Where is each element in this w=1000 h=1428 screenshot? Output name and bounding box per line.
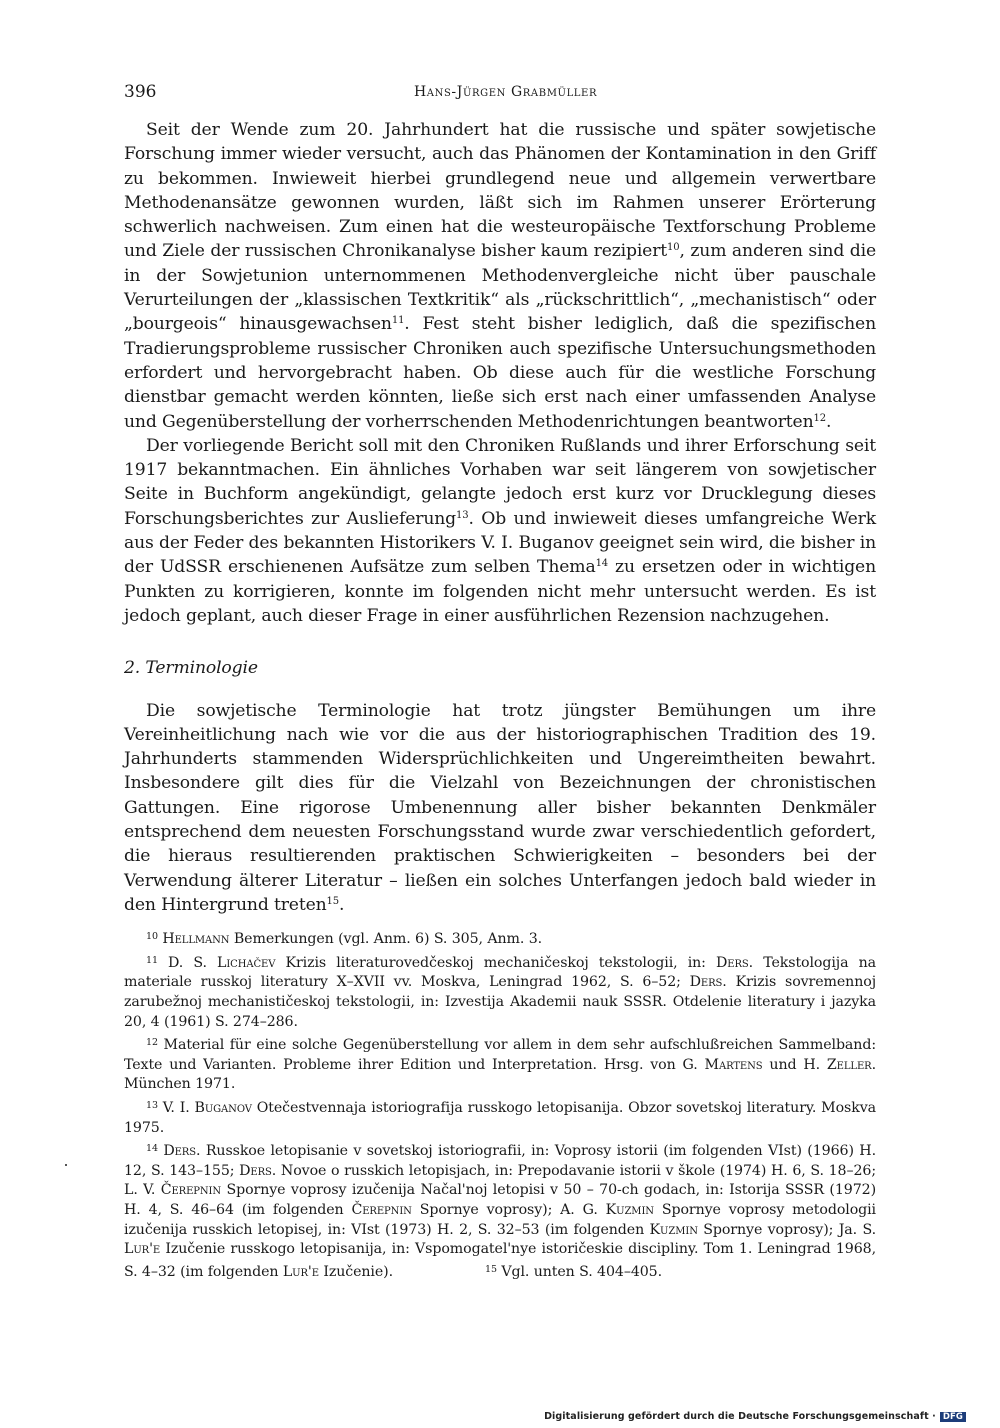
footnote-15: $^{15}$ Vgl. unten S. 404–405. [485,1263,663,1280]
footnote-10: $^{10}$ Hellmann Bemerkungen (vgl. Anm. 6) S. 305, Anm. 3. [146,931,543,948]
footnote-14: $^{14}$ Ders. Russkoe letopisanie v sovetskoj istoriografii, in: Voprosy istorii (im folgenden VIst) (1966) H. 12, S. 143–155; Ders. Novoe o russkich letopisjach, in: Prepodavanie istorii v škole (1974) H. 6, S. 18–26; L. V. Čerepnin Spornye voprosy izučenija Načal'noj letopisi v 50 – 70-ch godach, in: Istorija SSSR (1972) H. 4, S. 46–64 (im folgenden Čerepnin Spornye voprosy); A. G. Kuzmin Spornye voprosy metodologii izučenija russkich letopisej, in: VIst (1973) H. 2, S. 32–53 (im folgenden Kuzmin Spornye voprosy); Ja. S. Lur'e Izučenie russkogo letopisanija, in: Vspomogatel'nye istoričeskie discipliny. Tom 1. Leningrad 1968, S. 4–32 (im folgenden Lur'e Izučenie). $^{15}$ Vgl. unten S. 404–405. [124,1139,876,1282]
footnote-11: $^{11}$ D. S. Lichačev Krizis literaturovedčeskoj mechaničeskoj tekstologii, in: Ders. Tekstologija na materiale russkoj literatury X–XVII vv. Moskva, Leningrad 1962, S. 6–52; Ders. Krizis sovremennoj zarubežnoj mechanističeskoj tekstologii, in: Izvestija Akademii nauk SSSR. Otdelenie literatury i jazyka 20, 4 (1961) S. 274–286. [124,954,876,1030]
page-header [124,82,876,108]
paragraph-terminology: Die sowjetische Terminologie hat trotz jüngster Bemühungen um ihre Vereinheitlichung nach wie vor die aus der historiographischen Tradition des 19. Jahrhunderts stammenden Widersprüchlichkeiten und Ungereimtheiten bewahrt. Insbesondere gilt dies für die Vielzahl von Bezeichnungen der chronistischen Gattungen. Eine rigorose Umbenennung aller bisher bekannten Denkmäler entsprechend dem neuesten Forschungsstand wurde zwar verschiedentlich gefordert, die hieraus resultierenden praktischen Schwierigkeiten – besonders bei der Verwendung älterer Literatur – ließen ein solches Unterfangen jedoch bald wieder in den Hintergrund treten$^{15}$. [124,700,876,915]
paragraph-contamination: Seit der Wende zum 20. Jahrhundert hat die russische und später sowjetische Forschung immer wieder versucht, auch das Phänomen der Kontamination in den Griff zu bekommen. Inwieweit hierbei grundlegend neue und allgemein verwertbare Methodenansätze gewonnen wurden, läßt sich im Rahmen unserer Erörterung schwerlich nachweisen. Zum einen hat die westeuropäische Textforschung Probleme und Ziele der russischen Chronikanalyse bisher kaum rezipiert$^{10}$, zum anderen sind die in der Sowjetunion unternommenen Methodenvergleiche nicht über pauschale Verurteilungen der „klassischen Textkritik“ als „rückschrittlich“, „mechanistisch“ oder „bourgeois“ hinausgewachsen$^{11}$. Fest steht bisher lediglich, daß die spezifischen Tradierungsprobleme russischer Chroniken auch spezifische Untersuchungsmethoden erfordert und hervorgebracht haben. Ob diese auch für die westliche Forschung dienstbar gemacht werden könnten, ließe sich erst nach einer umfassenden Analyse und Gegenüberstellung der vorherrschenden Methodenrichtungen beantworten$^{12}$. [124,120,877,432]
footnote-ref-12: 12 [813,412,826,424]
footnote-ref-14: 14 [595,558,608,570]
footnote-ref-13: 13 [456,509,469,521]
footnote-ref-10: 10 [667,242,680,254]
footnote-ref-11: 11 [391,315,405,327]
book-page [124,82,876,1283]
page-number: 396 [124,82,157,102]
paragraph-report: Der vorliegende Bericht soll mit den Chroniken Rußlands und ihrer Erforschung seit 1917 bekanntmachen. Ein ähnliches Vorhaben war seit längerem von sowjetischer Seite in Buchform angekündigt, gelangte jedoch erst kurz vor Drucklegung dieses Forschungsberichtes zur Auslieferung$^{13}$. Ob und inwieweit dieses umfangreiche Werk aus der Feder des bekannten Historikers V. I. Buganov geeignet sein wird, die bisher in der UdSSR erschienenen Aufsätze zum selben Thema$^{14}$ zu ersetzen oder in wichtigen Punkten zu korrigieren, konnte im folgenden nicht mehr untersucht werden. Es ist jedoch geplant, auch dieser Frage in einer ausführlichen Rezension nachzugehen. [124,435,876,626]
digitization-credit: Digitalisierung gefördert durch die Deutsche Forschungsgemeinschaft · DFG [544,1411,966,1422]
footnote-ref-15: 15 [326,895,339,907]
footnote-13: $^{13}$ V. I. Buganov Otečestvennaja istoriografija russkogo letopisanija. Obzor sovetskoj literatury. Moskva 1975. [124,1099,877,1136]
footnote-12: $^{12}$ Material für eine solche Gegenüberstellung vor allem in dem sehr aufschlußreichen Sammelband: Texte und Varianten. Probleme ihrer Edition und Interpretation. Hrsg. von G. Martens und H. Zeller. München 1971. [124,1037,877,1093]
footnotes [124,927,876,1282]
section-heading: 2. Terminologie [124,658,258,679]
margin-mark [65,1164,67,1166]
dfg-logo: DFG [940,1412,966,1422]
body-text [124,118,876,917]
running-head: Hans-Jürgen Grabmüller [414,84,598,100]
